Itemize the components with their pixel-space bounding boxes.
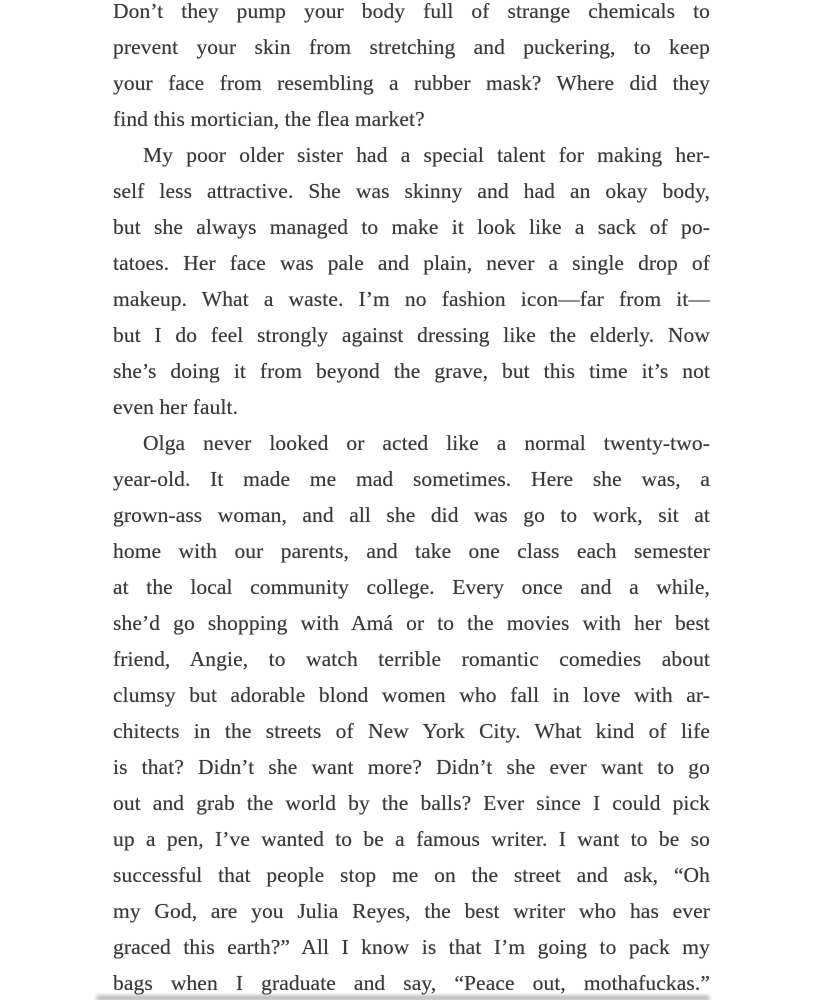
text-line: at the local community college. Every once and a while, — [113, 575, 710, 599]
text-line: bags when I graduate and say, “Peace out, mothafuckas.” — [113, 971, 710, 995]
text-line: she’s doing it from beyond the grave, but this time it’s not — [113, 359, 710, 383]
text-line: Don’t they pump your body full of strange chemicals to — [113, 0, 710, 23]
text-line: she’d go shopping with Amá or to the movies with her best — [113, 611, 710, 635]
partial-next-line-blur — [96, 995, 710, 1000]
text-line: but I do feel strongly against dressing like the elderly. Now — [113, 323, 710, 347]
text-line: clumsy but adorable blond women who fall in love with ar- — [113, 683, 710, 707]
page-text-block — [113, 0, 710, 1000]
text-line: year-old. It made me mad sometimes. Here she was, a — [113, 467, 710, 491]
text-line: prevent your skin from stretching and puckering, to keep — [113, 35, 710, 59]
text-line: friend, Angie, to watch terrible romantic comedies about — [113, 647, 710, 671]
text-line: self less attractive. She was skinny and had an okay body, — [113, 179, 710, 203]
paragraph — [113, 137, 710, 425]
text-line: successful that people stop me on the street and ask, “Oh — [113, 863, 710, 887]
text-line: but she always managed to make it look like a sack of po- — [113, 215, 710, 239]
text-line: home with our parents, and take one class each semester — [113, 539, 710, 563]
text-line: makeup. What a waste. I’m no fashion icon—far from it— — [113, 287, 710, 311]
text-line: grown-ass woman, and all she did was go to work, sit at — [113, 503, 710, 527]
text-line: Olga never looked or acted like a normal twenty-two- — [143, 431, 710, 455]
paragraph — [113, 425, 710, 1000]
text-line: out and grab the world by the balls? Ever since I could pick — [113, 791, 710, 815]
text-line: up a pen, I’ve wanted to be a famous writer. I want to be so — [113, 827, 710, 851]
text-line: My poor older sister had a special talent for making her- — [143, 143, 710, 167]
text-line: chitects in the streets of New York City. What kind of life — [113, 719, 710, 743]
paragraph — [113, 0, 710, 137]
text-line: your face from resembling a rubber mask? Where did they — [113, 71, 710, 95]
text-line: graced this earth?” All I know is that I’m going to pack my — [113, 935, 710, 959]
text-line: tatoes. Her face was pale and plain, never a single drop of — [113, 251, 710, 275]
text-line: my God, are you Julia Reyes, the best writer who has ever — [113, 899, 710, 923]
text-line: find this mortician, the flea market? — [113, 107, 425, 131]
text-line: even her fault. — [113, 395, 239, 419]
text-line: is that? Didn’t she want more? Didn’t she ever want to go — [113, 755, 710, 779]
